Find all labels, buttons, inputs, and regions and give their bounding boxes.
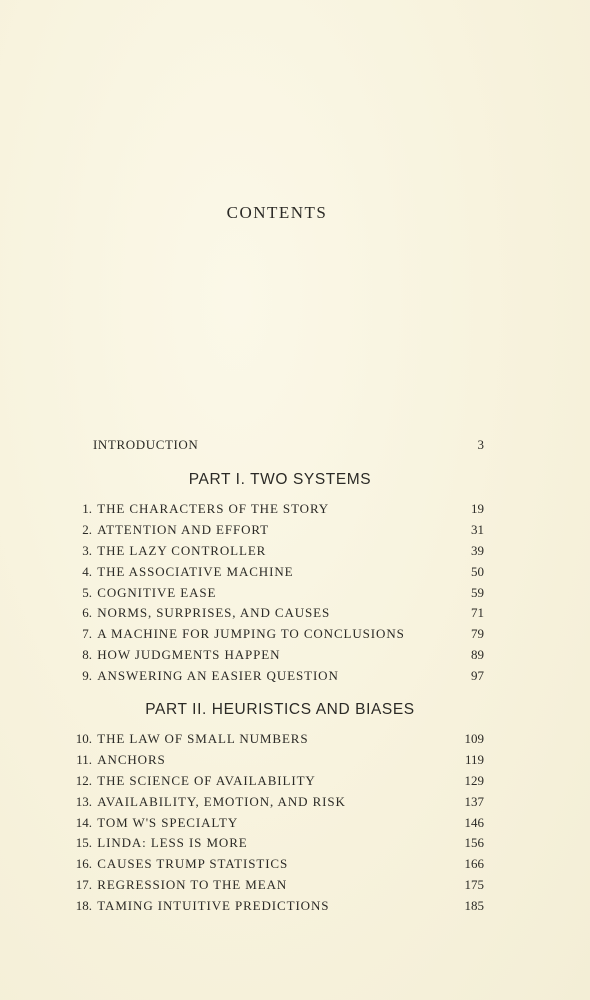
chapter-entry xyxy=(74,896,484,917)
chapter-title: NORMS, SURPRISES, AND CAUSES xyxy=(97,605,331,621)
chapter-entry xyxy=(74,541,484,562)
chapter-page-number: 166 xyxy=(464,856,484,872)
chapter-number: 15. xyxy=(75,835,92,851)
chapter-number: 13. xyxy=(75,793,92,809)
chapter-page-number: 129 xyxy=(464,772,484,788)
chapter-entry xyxy=(74,603,484,624)
chapter-number: 11. xyxy=(76,751,92,767)
chapter-number: 3. xyxy=(82,542,92,558)
chapter-number: 17. xyxy=(75,877,92,893)
chapter-page-number: 89 xyxy=(471,647,484,663)
chapter-page-number: 185 xyxy=(464,898,484,914)
chapter-number: 12. xyxy=(75,772,92,788)
chapter-entry xyxy=(74,833,484,854)
chapter-title: TAMING INTUITIVE PREDICTIONS xyxy=(97,898,330,914)
chapter-page-number: 146 xyxy=(464,814,484,830)
chapter-entry xyxy=(74,750,484,771)
part-2-chapter-list xyxy=(74,729,484,917)
part-heading-1: PART I. TWO SYSTEMS xyxy=(188,471,372,488)
chapter-number: 2. xyxy=(82,521,92,537)
chapter-title: THE LAW OF SMALL NUMBERS xyxy=(97,731,309,746)
chapter-title: THE ASSOCIATIVE MACHINE xyxy=(97,563,294,579)
chapter-title: A MACHINE FOR JUMPING TO CONCLUSIONS xyxy=(97,626,405,642)
chapter-title: COGNITIVE EASE xyxy=(97,584,217,600)
chapter-title: THE LAZY CONTROLLER xyxy=(97,542,267,558)
chapter-title: REGRESSION TO THE MEAN xyxy=(97,877,288,893)
chapter-entry xyxy=(74,645,484,666)
chapter-number: 1. xyxy=(82,501,92,516)
chapter-page-number: 19 xyxy=(471,501,484,516)
chapter-page-number: 31 xyxy=(471,521,484,537)
chapter-page-number: 79 xyxy=(471,626,484,642)
chapter-title: THE CHARACTERS OF THE STORY xyxy=(97,501,330,516)
chapter-page-number: 119 xyxy=(464,751,484,767)
part-1-chapter-list xyxy=(74,499,484,687)
chapter-entry xyxy=(74,583,484,604)
chapter-entry xyxy=(74,813,484,834)
chapter-entry xyxy=(74,729,484,750)
chapter-number: 10. xyxy=(75,731,92,746)
chapter-entry xyxy=(74,666,484,687)
chapter-page-number: 109 xyxy=(464,731,484,746)
chapter-number: 16. xyxy=(75,856,92,872)
chapter-entry xyxy=(74,854,484,875)
chapter-title: AVAILABILITY, EMOTION, AND RISK xyxy=(97,793,346,809)
chapter-page-number: 137 xyxy=(464,793,484,809)
page-title: CONTENTS xyxy=(226,203,328,222)
chapter-title: ATTENTION AND EFFORT xyxy=(97,521,270,537)
chapter-title: HOW JUDGMENTS HAPPEN xyxy=(97,647,281,663)
chapter-entry xyxy=(74,792,484,813)
chapter-title: TOM W'S SPECIALTY xyxy=(97,814,239,830)
chapter-number: 18. xyxy=(75,898,92,914)
chapter-title: ANSWERING AN EASIER QUESTION xyxy=(97,668,339,684)
chapter-entry xyxy=(74,875,484,896)
chapter-title: LINDA: LESS IS MORE xyxy=(97,835,248,851)
chapter-page-number: 156 xyxy=(464,835,484,851)
chapter-entry xyxy=(74,520,484,541)
chapter-number: 14. xyxy=(75,814,92,830)
chapter-title: CAUSES TRUMP STATISTICS xyxy=(97,856,289,872)
chapter-number: 5. xyxy=(82,584,92,600)
chapter-entry xyxy=(74,771,484,792)
chapter-entry xyxy=(74,562,484,583)
chapter-entry xyxy=(74,499,484,520)
introduction-entry xyxy=(93,437,485,453)
introduction-title: INTRODUCTION xyxy=(93,437,199,452)
chapter-page-number: 59 xyxy=(471,584,484,600)
introduction-page: 3 xyxy=(477,437,484,452)
chapter-entry xyxy=(74,624,484,645)
chapter-number: 6. xyxy=(82,605,92,621)
chapter-number: 9. xyxy=(82,668,92,684)
chapter-title: THE SCIENCE OF AVAILABILITY xyxy=(97,772,316,788)
chapter-title: ANCHORS xyxy=(97,751,166,767)
chapter-number: 8. xyxy=(82,647,92,663)
part-heading-2: PART II. HEURISTICS AND BIASES xyxy=(145,701,415,718)
chapter-page-number: 71 xyxy=(471,605,484,621)
chapter-number: 7. xyxy=(82,626,92,642)
chapter-page-number: 97 xyxy=(471,668,484,684)
chapter-page-number: 50 xyxy=(471,563,484,579)
chapter-number: 4. xyxy=(82,563,92,579)
chapter-page-number: 39 xyxy=(471,542,484,558)
chapter-page-number: 175 xyxy=(464,877,484,893)
